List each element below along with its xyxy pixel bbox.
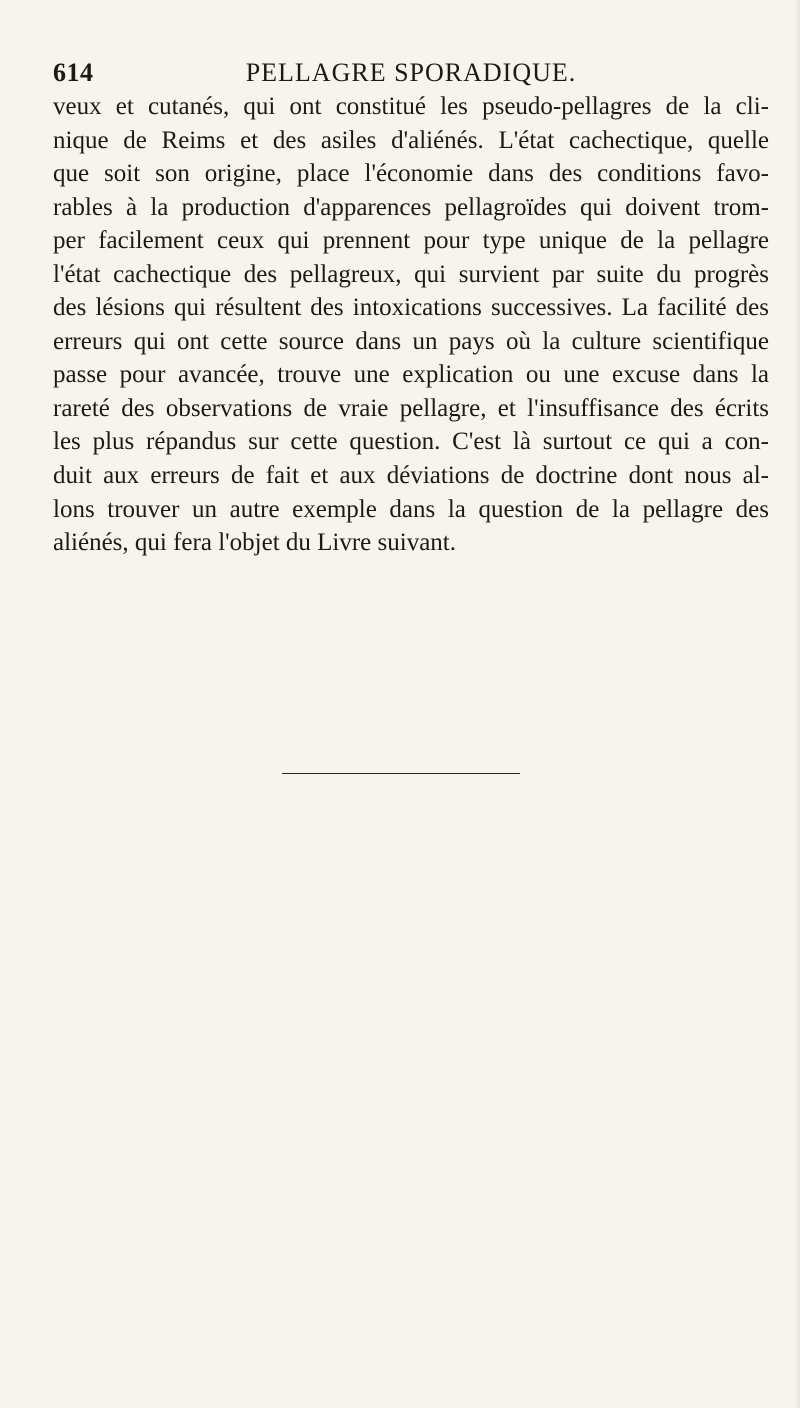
running-head — [53, 58, 769, 92]
end-rule — [282, 773, 520, 774]
body-paragraph — [53, 90, 769, 560]
text-line: rareté des observations de vraie pellagre, et l'insuffisance des écrits — [53, 394, 769, 422]
page-edge — [794, 0, 800, 1408]
text-line: l'état cachectique des pellagreux, qui survient par suite du progrès — [53, 260, 769, 288]
running-title: PELLAGRE SPORADIQUE. — [245, 58, 577, 87]
text-line: duit aux erreurs de fait et aux déviations de doctrine dont nous al- — [53, 462, 769, 490]
text-line: per facilement ceux qui prennent pour type unique de la pellagre — [53, 227, 769, 255]
text-line: les plus répandus sur cette question. C'est là surtout ce qui a con- — [53, 428, 769, 456]
text-line: passe pour avancée, trouve une explication ou une excuse dans la — [53, 361, 769, 389]
text-line: aliénés, qui fera l'objet du Livre suivant. — [53, 529, 456, 557]
text-line: lons trouver un autre exemple dans la question de la pellagre des — [53, 495, 769, 523]
text-line: que soit son origine, place l'économie dans des conditions favo- — [53, 160, 769, 188]
text-line: veux et cutanés, qui ont constitué les pseudo-pellagres de la cli- — [53, 93, 769, 120]
text-line: erreurs qui ont cette source dans un pays où la culture scientifique — [53, 327, 769, 355]
text-line: des lésions qui résultent des intoxications successives. La facilité des — [53, 294, 769, 322]
text-line: nique de Reims et des asiles d'aliénés. L'état cachectique, quelle — [53, 126, 769, 154]
text-line: rables à la production d'apparences pellagroïdes qui doivent trom- — [53, 193, 769, 221]
page-number: 614 — [53, 58, 94, 87]
